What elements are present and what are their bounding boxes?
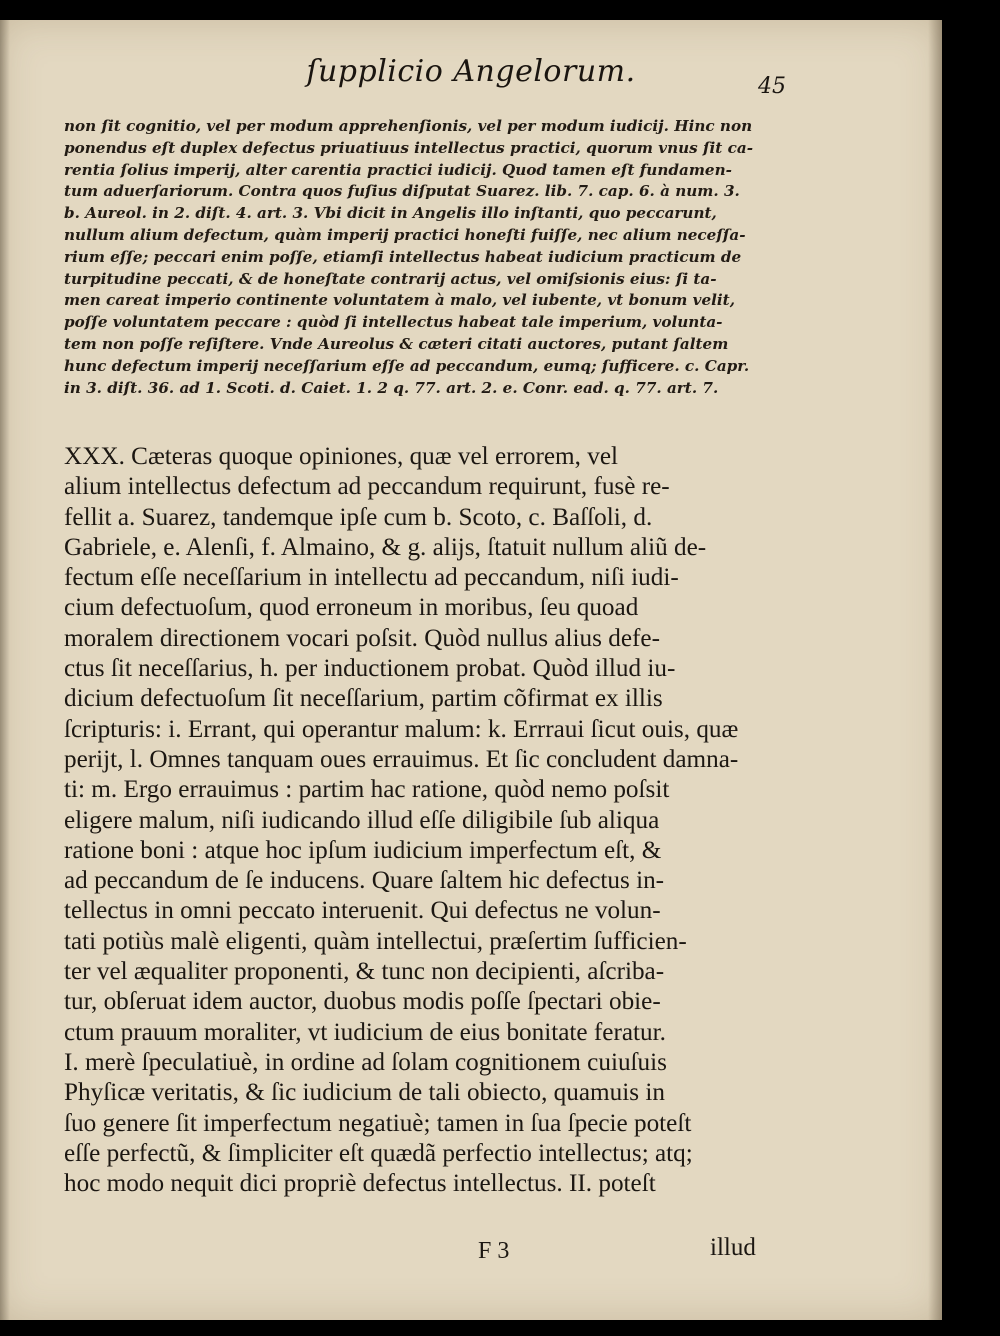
note-line: b. Aureol. in 2. diſt. 4. art. 3. Vbi dicit in Angelis illo inſtanti, quo peccarunt, <box>64 204 717 223</box>
catchword: illud <box>710 1234 756 1261</box>
text-line: fectum eſſe neceſſarium in intellectu ad peccandum, niſi iudi- <box>64 564 679 592</box>
text-line: fellit a. Suarez, tandemque ipſe cum b. Scoto, c. Baſſoli, d. <box>64 503 653 531</box>
note-line: men careat imperio continente voluntatem à malo, vel iubente, vt bonum velit, <box>64 291 735 310</box>
note-line: tem non poſſe reſiſtere. Vnde Aureolus & cæteri citati auctores, putant ſaltem <box>64 334 729 353</box>
note-line: turpitudine peccati, & de honeſtate contrarij actus, vel omiſsionis eius: ſi ta- <box>64 269 717 288</box>
signature-mark: F 3 <box>478 1238 510 1264</box>
running-head: ſupplicio Angelorum. <box>306 54 636 89</box>
text-line: moralem directionem vocari poſsit. Quòd nullus alius defe- <box>64 624 660 652</box>
text-line: Phyſicæ veritatis, & ſic iudicium de tali obiecto, quamuis in <box>64 1079 665 1107</box>
text-line: XXX. Cæteras quoque opiniones, quæ vel errorem, vel <box>64 443 619 470</box>
text-line: ctus ſit neceſſarius, h. per inductionem probat. Quòd illud iu- <box>64 655 676 683</box>
note-line: non ſit cognitio, vel per modum apprehenſionis, vel per modum iudicij. Hinc non <box>64 117 753 135</box>
marginal-notes <box>64 116 792 399</box>
note-line: nullum alium defectum, quàm imperij practici honeſti fuiſſe, nec alium neceſſa- <box>64 225 746 244</box>
text-line: perijt, l. Omnes tanquam oues errauimus. Et ſic concludent damna- <box>64 745 739 773</box>
text-line: ctum prauum moraliter, vt iudicium de eius bonitate feratur. <box>64 1018 666 1046</box>
text-line: ti: m. Ergo errauimus : partim hac ratione, quòd nemo poſsit <box>64 776 670 804</box>
text-line: alium intellectus defectum ad peccandum requirunt, fusè re- <box>64 473 670 501</box>
text-line: eligere malum, niſi iudicando illud eſſe diligibile ſub aliqua <box>64 806 660 834</box>
text-line: dicium defectuoſum ſit neceſſarium, partim cõfirmat ex illis <box>64 685 663 713</box>
note-line: poſſe voluntatem peccare : quòd ſi intellectus habeat tale imperium, volunta- <box>64 313 723 332</box>
text-line: tati potiùs malè eligenti, quàm intellectui, præſertim ſufficien- <box>64 927 687 955</box>
note-line: rentia ſolius imperij, alter carentia practici iudicij. Quod tamen eſt fundamen- <box>64 160 732 179</box>
text-line: tellectus in omni peccato interuenit. Qui defectus ne volun- <box>64 897 661 925</box>
text-line: ratione boni : atque hoc ipſum iudicium imperfectum eſt, & <box>64 836 662 864</box>
note-line: in 3. diſt. 36. ad 1. Scoti. d. Caiet. 1. 2 q. 77. art. 2. e. Conr. ead. q. 77. art. 7. <box>64 378 719 397</box>
text-line: ſcripturis: i. Errant, qui operantur malum: k. Errraui ſicut ouis, quæ <box>64 715 739 743</box>
note-line: ponendus eſt duplex defectus priuatiuus intellectus practici, quorum vnus ſit ca- <box>64 138 754 157</box>
text-line: I. merè ſpeculatiuè, in ordine ad ſolam cognitionem cuiuſuis <box>64 1048 667 1076</box>
background-margin <box>942 30 1000 1336</box>
note-line: rium eſſe; peccari enim poſſe, etiamſi intellectus habeat iudicium practicum de <box>64 247 742 266</box>
text-line: hoc modo nequit dici propriè defectus intellectus. II. poteſt <box>64 1170 656 1198</box>
text-line: tur, obſeruat idem auctor, duobus modis poſſe ſpectari obie- <box>64 988 661 1016</box>
note-line: tum aduerſariorum. Contra quos fuſius diſputat Suarez. lib. 7. cap. 6. à num. 3. <box>64 182 740 201</box>
main-text <box>64 442 774 1199</box>
text-line: ter vel æqualiter proponenti, & tunc non decipienti, aſcriba- <box>64 958 665 986</box>
page-edge-shadow <box>0 20 10 1320</box>
text-line: ſuo genere ſit imperfectum negatiuè; tamen in ſua ſpecie poteſt <box>64 1109 692 1137</box>
text-line: eſſe perfectũ, & ſimpliciter eſt quædã perfectio intellectus; atq; <box>64 1139 693 1167</box>
text-line: cium defectuoſum, quod erroneum in moribus, ſeu quoad <box>64 594 639 622</box>
page-number: 45 <box>758 74 786 99</box>
text-line: Gabriele, e. Alenſi, f. Almaino, & g. alijs, ſtatuit nullum aliũ de- <box>64 533 707 561</box>
text-line: ad peccandum de ſe inducens. Quare ſaltem hic defectus in- <box>64 867 665 895</box>
book-page <box>0 20 942 1320</box>
note-line: hunc defectum imperij neceſſarium eſſe ad peccandum, eumq; ſufficere. c. Capr. <box>64 356 750 375</box>
